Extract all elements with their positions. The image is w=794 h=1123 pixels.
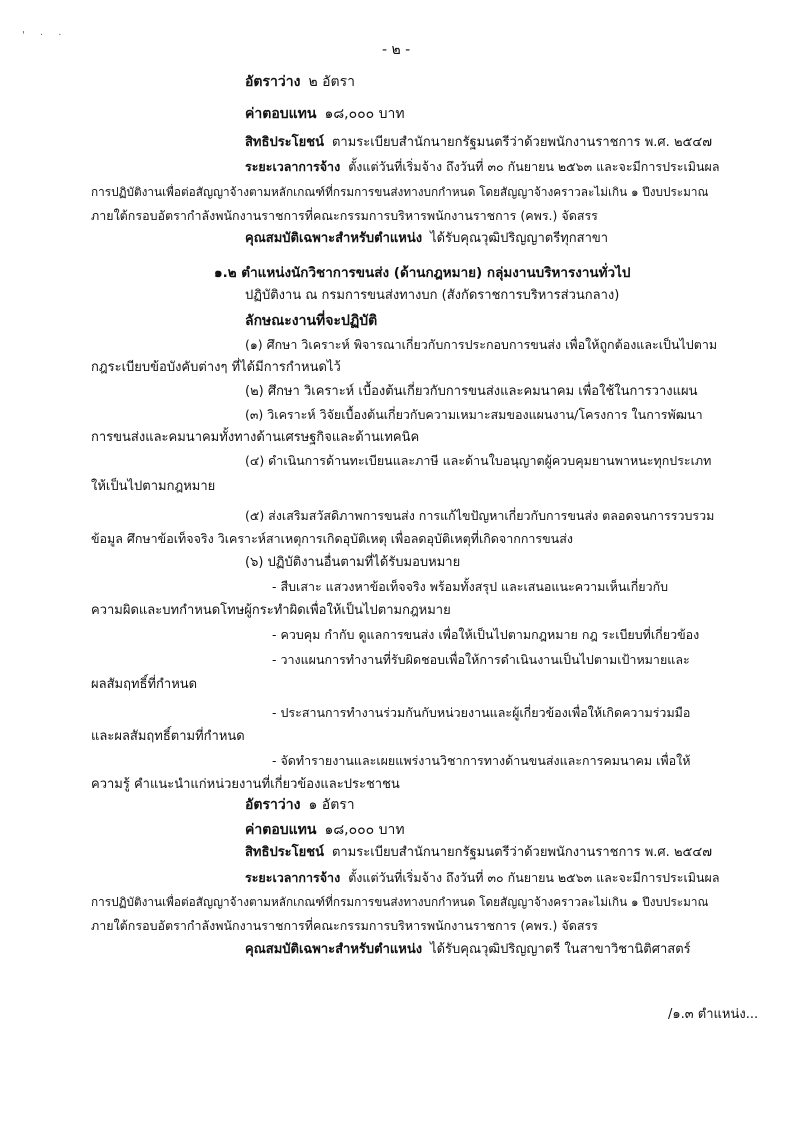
benefit-value: ตามระเบียบสำนักนายกรัฐมนตรีว่าด้วยพนักงานราชการ พ.ศ. ๒๕๔๗ [331, 135, 712, 150]
period-row [245, 157, 728, 177]
vacancy-value-2: ๑ อัตรา [308, 797, 355, 813]
period-line-3b: ภายใต้กรอบอัตรากำลังพนักงานราชการที่คณะกรรมการบริหารพนักงานราชการ (คพร.) จัดสรร [91, 918, 598, 933]
pay-row-2 [245, 820, 413, 840]
vacancy-label: อัตราว่าง [245, 74, 301, 90]
qualification-label: คุณสมบัติเฉพาะสำหรับตำแหน่ง [245, 231, 423, 246]
duties-heading: ลักษณะงานที่จะปฏิบัติ [245, 313, 378, 329]
duty-5-line-2: ข้อมูล ศึกษาข้อเท็จจริง วิเคราะห์สาเหตุการเกิดอุบัติเหตุ เพื่อลดอุบัติเหตุที่เกิดจากการขนส่ง [91, 531, 573, 546]
period-label-2: ระยะเวลาการจ้าง [245, 870, 341, 885]
benefit-label: สิทธิประโยชน์ [245, 135, 324, 150]
subduty-1-line-2: ความผิดและบทกำหนดโทษผู้กระทำผิดเพื่อให้เป็นไปตามกฎหมาย [91, 603, 451, 618]
pay-row [245, 104, 413, 124]
workplace-line: ปฏิบัติงาน ณ กรมการขนส่งทางบก (สังกัดราชการบริหารส่วนกลาง) [245, 288, 620, 303]
benefit-row [245, 133, 720, 153]
scan-specks: ' · · [22, 30, 68, 41]
vacancy-label-2: อัตราว่าง [245, 797, 301, 813]
qualification-row-2 [245, 940, 699, 960]
duty-4-line-2: ให้เป็นไปตามกฎหมาย [91, 479, 216, 494]
duty-6: (๖) ปฏิบัติงานอื่นตามที่ได้รับมอบหมาย [245, 555, 461, 570]
duty-2: (๒) ศึกษา วิเคราะห์ เบื้องต้นเกี่ยวกับการขนส่งและคมนาคม เพื่อใช้ในการวางแผน [245, 384, 698, 399]
period-line-3: ภายใต้กรอบอัตรากำลังพนักงานราชการที่คณะกรรมการบริหารพนักงานราชการ (คพร.) จัดสรร [91, 208, 598, 223]
subduty-3-line-2: ผลสัมฤทธิ์ที่กำหนด [91, 677, 198, 692]
page-number: - ๒ - [382, 42, 411, 58]
qualification-value-2: ได้รับคุณวุฒิปริญญาตรี ในสาขาวิชานิติศาสตร์ [430, 942, 691, 957]
pay-label: ค่าตอบแทน [245, 106, 317, 122]
duty-3-line-2: การขนส่งและคมนาคมทั้งทางด้านเศรษฐกิจและด้านเทคนิค [91, 430, 420, 445]
qualification-row [245, 229, 616, 249]
subduty-2: - ควบคุม กำกับ ดูแลการขนส่ง เพื่อให้เป็นไปตามกฎหมาย กฎ ระเบียบที่เกี่ยวข้อง [272, 627, 700, 642]
duty-4-line-1: (๔) ดำเนินการด้านทะเบียนและภาษี และด้านใบอนุญาตผู้ควบคุมยานพาหนะทุกประเภท [245, 453, 712, 468]
duty-1-line-2: กฎระเบียบข้อบังคับต่างๆ ที่ได้มีการกำหนดไว้ [91, 360, 341, 375]
benefit-label-2: สิทธิประโยชน์ [245, 845, 324, 860]
vacancy-value: ๒ อัตรา [308, 74, 356, 90]
period-line-2b: การปฏิบัติงานเพื่อต่อสัญญาจ้างตามหลักเกณฑ์ที่กรมการขนส่งทางบกกำหนด โดยสัญญาจ้างคราวละไม่เกิน ๑ ปีงบประมาณ [91, 895, 709, 909]
pay-value-2: ๑๘,๐๐๐ บาท [324, 822, 405, 838]
subduty-5-line-2: ความรู้ คำแนะนำแก่หน่วยงานที่เกี่ยวข้องและประชาชน [91, 777, 400, 792]
vacancy-row [245, 72, 363, 92]
benefit-row-2 [245, 843, 720, 863]
subduty-4-line-2: และผลสัมฤทธิ์ตามที่กำหนด [91, 729, 245, 744]
section-heading: ๑.๒ ตำแหน่งนักวิชาการขนส่ง (ด้านกฎหมาย) กลุ่มงานบริหารงานทั่วไป [214, 265, 631, 281]
duty-3-line-1: (๓) วิเคราะห์ วิจัยเบื้องต้นเกี่ยวกับความเหมาะสมของแผนงาน/โครงการ ในการพัฒนา [245, 407, 703, 422]
subduty-1-line-1: - สืบเสาะ แสวงหาข้อเท็จจริง พร้อมทั้งสรุป และเสนอแนะความเห็นเกี่ยวกับ [272, 579, 669, 594]
qualification-value: ได้รับคุณวุฒิปริญญาตรีทุกสาขา [430, 231, 609, 246]
period-value: ตั้งแต่วันที่เริ่มจ้าง ถึงวันที่ ๓๐ กันยายน ๒๕๖๓ และจะมีการประเมินผล [348, 159, 720, 174]
vacancy-row-2 [245, 795, 363, 815]
period-label: ระยะเวลาการจ้าง [245, 159, 341, 174]
qualification-label-2: คุณสมบัติเฉพาะสำหรับตำแหน่ง [245, 942, 423, 957]
period-row-2 [245, 868, 728, 888]
period-line-2: การปฏิบัติงานเพื่อต่อสัญญาจ้างตามหลักเกณฑ์ที่กรมการขนส่งทางบกกำหนด โดยสัญญาจ้างคราวละไม่เกิน ๑ ปีงบประมาณ [91, 185, 709, 199]
subduty-5-line-1: - จัดทำรายงานและเผยแพร่งานวิชาการทางด้านขนส่งและการคมนาคม เพื่อให้ [272, 753, 691, 768]
pay-label-2: ค่าตอบแทน [245, 822, 317, 838]
pay-value: ๑๘,๐๐๐ บาท [324, 106, 405, 122]
duty-5-line-1: (๕) ส่งเสริมสวัสดิภาพการขนส่ง การแก้ไขปัญหาเกี่ยวกับการขนส่ง ตลอดจนการรวบรวม [245, 508, 715, 523]
continuation-note: /๑.๓ ตำแหน่ง... [668, 1007, 759, 1022]
period-value-2: ตั้งแต่วันที่เริ่มจ้าง ถึงวันที่ ๓๐ กันยายน ๒๕๖๓ และจะมีการประเมินผล [348, 870, 720, 885]
subduty-3-line-1: - วางแผนการทำงานที่รับผิดชอบเพื่อให้การดำเนินงานเป็นไปตามเป้าหมายและ [272, 652, 690, 667]
benefit-value-2: ตามระเบียบสำนักนายกรัฐมนตรีว่าด้วยพนักงานราชการ พ.ศ. ๒๕๔๗ [331, 845, 712, 860]
duty-1-line-1: (๑) ศึกษา วิเคราะห์ พิจารณาเกี่ยวกับการประกอบการขนส่ง เพื่อให้ถูกต้องและเป็นไปตาม [245, 337, 718, 352]
subduty-4-line-1: - ประสานการทำงานร่วมกันกับหน่วยงานและผู้เกี่ยวข้องเพื่อให้เกิดความร่วมมือ [272, 705, 691, 720]
